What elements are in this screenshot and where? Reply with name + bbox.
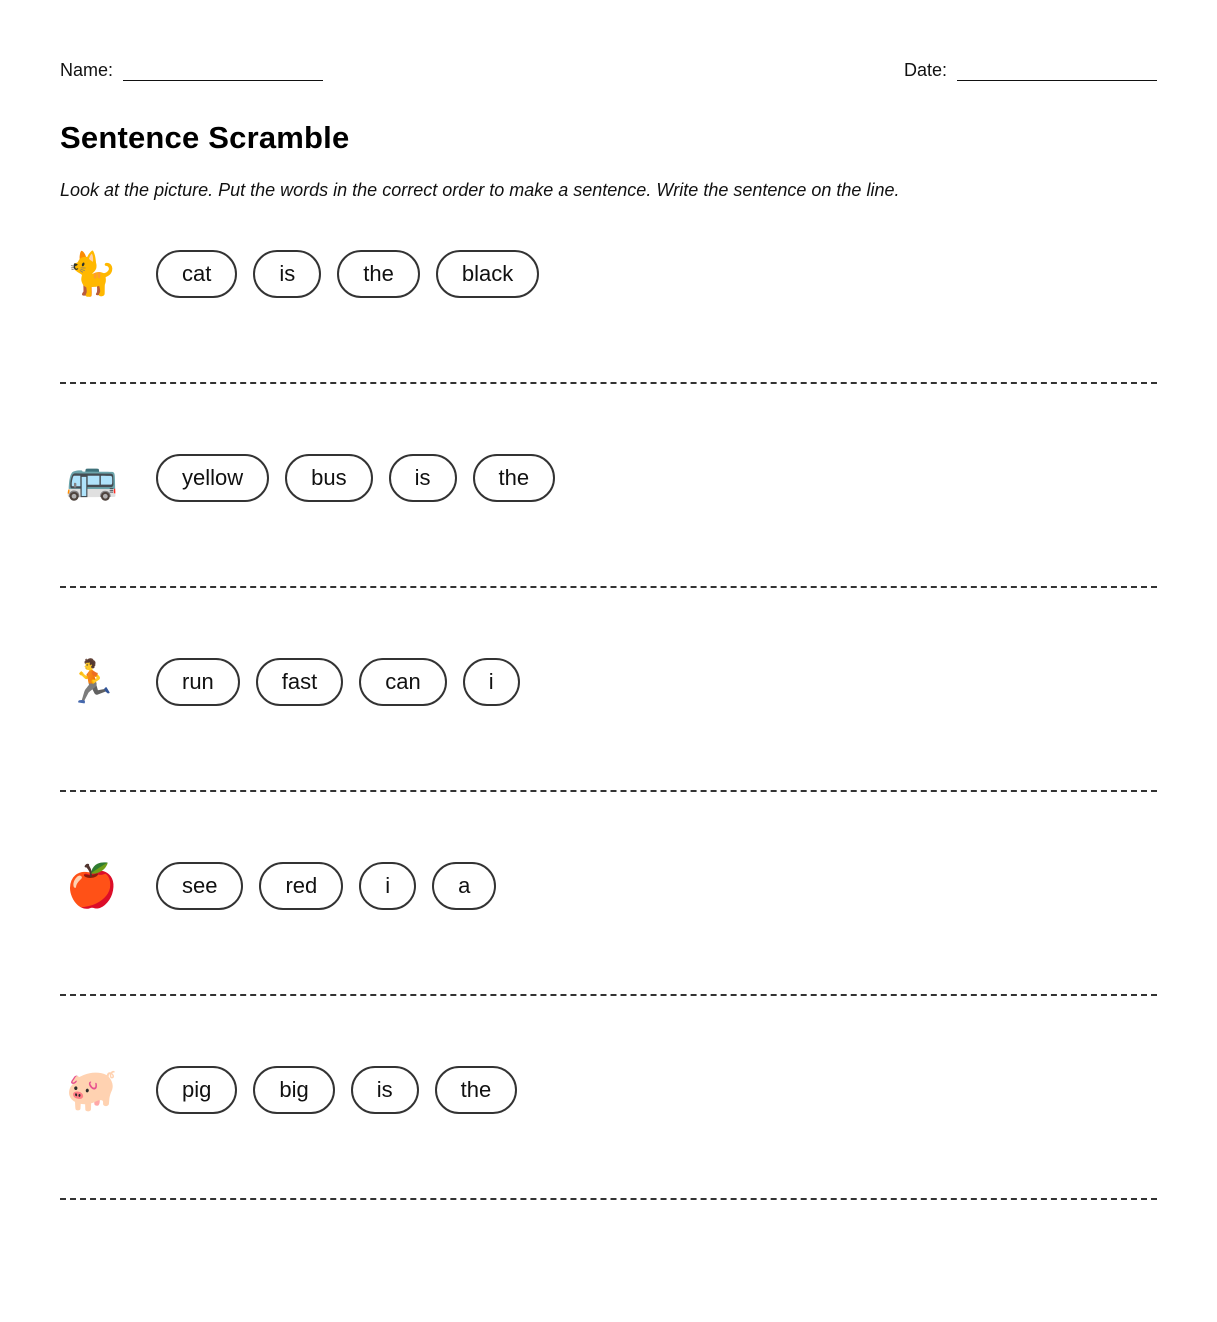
exercise-row-4 — [60, 862, 1157, 1066]
answer-line[interactable] — [60, 994, 1157, 996]
answer-line[interactable] — [60, 382, 1157, 384]
bus-icon: 🚌 — [65, 454, 119, 501]
word-pill[interactable]: the — [473, 454, 556, 502]
word-bank — [156, 250, 539, 298]
exercise-row-1 — [60, 250, 1157, 454]
word-pill[interactable]: a — [432, 862, 496, 910]
date-input-line[interactable] — [957, 58, 1157, 81]
word-pill[interactable]: cat — [156, 250, 237, 298]
word-pill[interactable]: see — [156, 862, 243, 910]
exercise-row-2 — [60, 454, 1157, 658]
name-field — [60, 58, 323, 84]
word-pill[interactable]: red — [259, 862, 343, 910]
date-field — [904, 58, 1157, 84]
answer-line[interactable] — [60, 1198, 1157, 1200]
word-pill[interactable]: can — [359, 658, 446, 706]
answer-line[interactable] — [60, 586, 1157, 588]
date-label: Date: — [903, 60, 947, 80]
word-pill[interactable]: i — [463, 658, 520, 706]
word-pill[interactable]: yellow — [156, 454, 269, 502]
word-bank — [156, 1066, 517, 1114]
word-pill[interactable]: is — [389, 454, 457, 502]
page-title: Sentence Scramble — [60, 120, 350, 155]
cat-icon: 🐈 — [65, 250, 119, 297]
word-pill[interactable]: the — [337, 250, 420, 298]
apple-icon: 🍎 — [65, 862, 119, 909]
exercise-row-3 — [60, 658, 1157, 862]
word-pill[interactable]: fast — [256, 658, 343, 706]
header-fields — [60, 58, 1157, 84]
word-pill[interactable]: run — [156, 658, 240, 706]
word-pill[interactable]: is — [253, 250, 321, 298]
name-input-line[interactable] — [123, 58, 323, 81]
instructions: Look at the picture. Put the words in the correct order to make a sentence. Write the sentence on the line. — [60, 180, 900, 200]
word-pill[interactable]: pig — [156, 1066, 237, 1114]
pig-icon: 🐖 — [65, 1066, 119, 1113]
word-pill[interactable]: bus — [285, 454, 372, 502]
word-bank — [156, 454, 555, 502]
name-label: Name: — [60, 60, 114, 80]
word-pill[interactable]: i — [359, 862, 416, 910]
word-pill[interactable]: the — [435, 1066, 518, 1114]
word-pill[interactable]: is — [351, 1066, 419, 1114]
word-pill[interactable]: black — [436, 250, 539, 298]
word-bank — [156, 658, 520, 706]
running-person-icon: 🏃 — [65, 658, 119, 705]
word-pill[interactable]: big — [253, 1066, 334, 1114]
exercise-row-5 — [60, 1066, 1157, 1270]
word-bank — [156, 862, 496, 910]
answer-line[interactable] — [60, 790, 1157, 792]
